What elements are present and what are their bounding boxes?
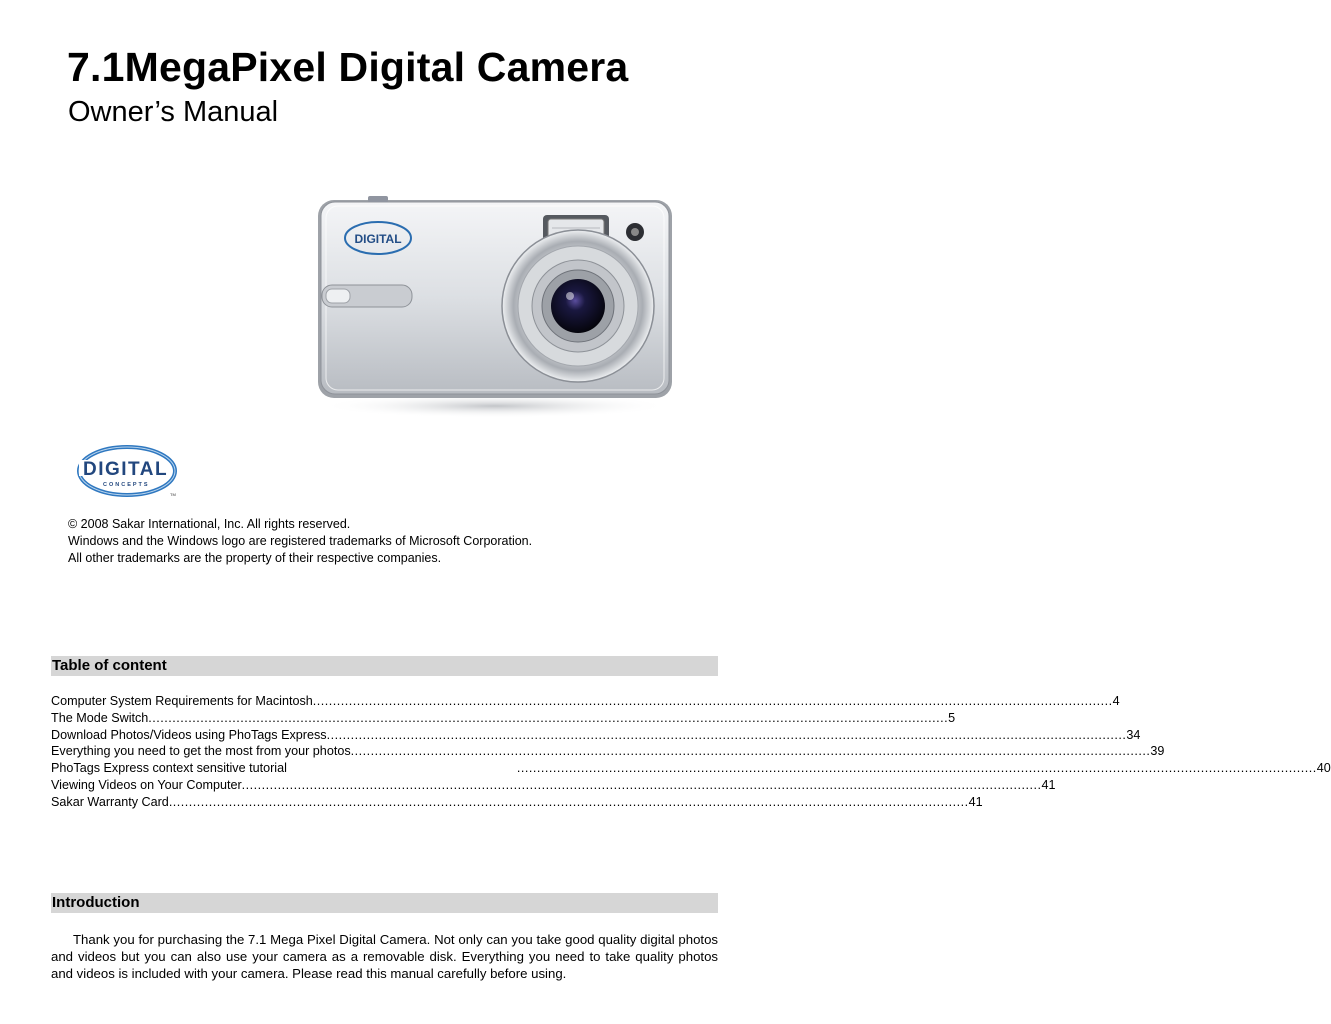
toc-entry-page: 4: [1112, 694, 1120, 708]
toc-entry-page: 5: [948, 710, 956, 725]
toc-entry-title: Everything you need to get the most from your photos: [51, 744, 351, 759]
svg-text:CONCEPTS: CONCEPTS: [103, 482, 150, 488]
toc-entry-title: Computer System Requirements for Macintosh: [51, 694, 313, 708]
toc-entry-page: 34: [1126, 727, 1141, 742]
toc-entry[interactable]: [51, 710, 956, 727]
legal-notice: [68, 516, 532, 567]
toc-entry[interactable]: [51, 760, 1331, 777]
introduction-body: Thank you for purchasing the 7.1 Mega Pixel Digital Camera. Not only can you take good quality digital photos and videos but you can also use your camera as a removable disk. Everything you need to take quality photos and videos is included with your camera. Please read this manual carefully before using.: [51, 932, 718, 981]
toc-entry[interactable]: [51, 777, 1056, 794]
toc-leader-dots: ........................................................................................................................................................................................................: [350, 744, 1151, 759]
toc-heading: Table of content: [52, 657, 167, 674]
toc-leader-dots: ........................................................................................................................................................................................................: [168, 794, 969, 809]
toc-entry[interactable]: [51, 743, 1165, 760]
toc-entry-title: Sakar Warranty Card: [51, 794, 169, 809]
toc-leader-dots: ........................................................................................................................................................................................................: [312, 694, 1113, 708]
introduction-heading: Introduction: [52, 894, 140, 911]
camera-image: [290, 188, 690, 420]
table-of-contents: [51, 693, 1331, 811]
document-title: 7.1MegaPixel Digital Camera: [67, 44, 629, 90]
toc-entry-page: 41: [1041, 777, 1056, 792]
copyright-line: © 2008 Sakar International, Inc. All rights reserved.: [68, 517, 351, 531]
toc-leader-dots: ........................................................................................................................................................................................................: [516, 761, 1317, 776]
svg-text:DIGITAL: DIGITAL: [83, 459, 169, 480]
toc-leader-dots: ........................................................................................................................................................................................................: [148, 710, 949, 725]
trademark-line: Windows and the Windows logo are registered trademarks of Microsoft Corporation.: [68, 534, 533, 548]
trademark-line: All other trademarks are the property of their respective companies.: [68, 551, 442, 565]
toc-entry-title: The Mode Switch: [51, 710, 149, 725]
toc-entry-title: PhoTags Express context sensitive tutorial: [51, 761, 287, 776]
document-subtitle: Owner’s Manual: [68, 96, 279, 128]
toc-entry-page: 41: [968, 794, 983, 809]
svg-text:TM: TM: [170, 492, 176, 497]
toc-entry-page: 40: [1316, 761, 1331, 776]
introduction-heading-bar: [51, 893, 718, 913]
toc-entry[interactable]: [51, 727, 1141, 744]
introduction-paragraph: [51, 931, 718, 982]
toc-entry-page: 39: [1150, 744, 1165, 759]
toc-heading-bar: [51, 656, 718, 676]
toc-leader-dots: ........................................................................................................................................................................................................: [326, 727, 1127, 742]
svg-text:DIGITAL: DIGITAL: [354, 232, 402, 246]
toc-entry[interactable]: [51, 693, 1120, 710]
toc-entry-title: Download Photos/Videos using PhoTags Express: [51, 727, 327, 742]
toc-leader-dots: ........................................................................................................................................................................................................: [241, 777, 1042, 792]
toc-entry[interactable]: [51, 794, 983, 811]
toc-entry-title: Viewing Videos on Your Computer: [51, 777, 242, 792]
brand-logo: [75, 444, 185, 500]
